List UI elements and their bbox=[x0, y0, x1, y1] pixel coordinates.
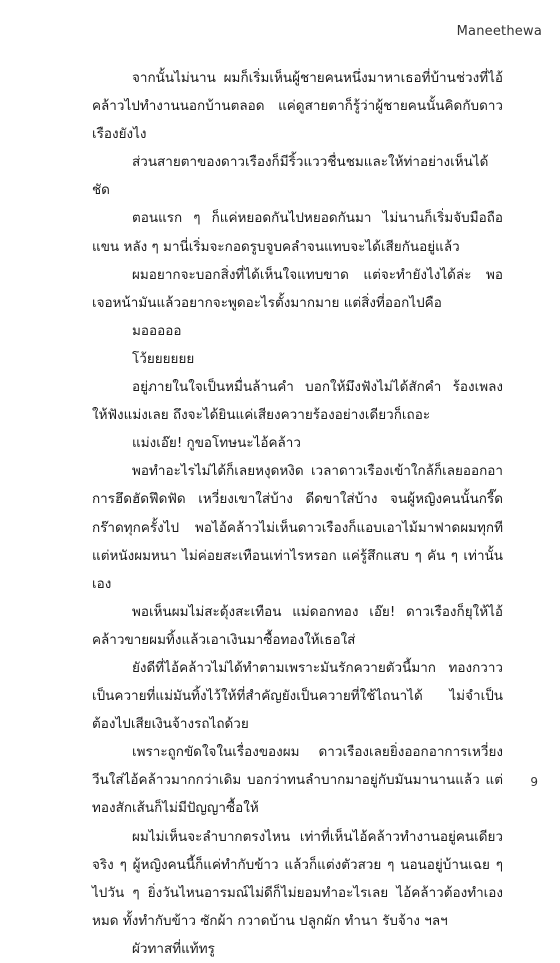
paragraph: แม่งเอ๊ย! กูขอโทษนะไอ้คล้าว bbox=[132, 435, 301, 452]
paragraph: ผมไม่เห็นจะลำบากตรงไหน เท่าที่เห็นไอ้คล้าวทำงานอยู่คนเดียวจริง ๆ ผู้หญิงคนนี้ก็แค่ทำกับข้าว แล้วก็แต่งตัวสวย ๆ นอนอยู่บ้านเฉย ๆ ไปวัน ๆ ยิ่งวันไหนอารมณ์ไม่ดีก็ไม่ยอมทำอะไรเลย ไอ้คล้าวต้องทำเองหมด ทั้งทำกับข้าว ซักผ้า กวาดบ้าน ปลูกผัก ทำนา รับจ้าง ฯลฯ bbox=[92, 828, 503, 929]
paragraph: อยู่ภายในใจเป็นหมื่นล้านคำ บอกให้มึงฟังไม่ได้สักคำ ร้องเพลงให้ฟังแม่งเลย ถึงจะได้ยินแค่เสียงควายร้องอย่างเดียวก็เถอะ bbox=[92, 379, 503, 424]
paragraph: พอเห็นผมไม่สะดุ้งสะเทือน แม่ดอกทอง เอ๊ย! ดาวเรืองก็ยุให้ไอ้คล้าวขายผมทิ้งแล้วเอาเงินมาซื้อทองให้เธอใส่ bbox=[92, 603, 503, 648]
paragraph: ผมอยากจะบอกสิ่งที่ได้เห็นใจแทบขาด แต่จะทำยังไงได้ล่ะ พอเจอหน้ามันแล้วอยากจะพูดอะไรตั้งมากมาย แต่สิ่งที่ออกไปคือ bbox=[92, 266, 503, 311]
paragraph: โว้ยยยยยย bbox=[132, 350, 195, 367]
paragraph: ผัวทาสที่แท้ทรู bbox=[132, 940, 215, 957]
page-number: 9 bbox=[530, 775, 538, 789]
paragraph: ส่วนสายตาของดาวเรืองก็มีริ้วแววชื่นชมและให้ท่าอย่างเห็นได้ชัด bbox=[92, 154, 489, 199]
paragraph: ตอนแรก ๆ ก็แค่หยอดกันไปหยอดกันมา ไม่นานก็เริ่มจับมือถือแขน หลัง ๆ มานี่เริ่มจะกอดรูบจูบคลำจนแทบจะได้เสียกันอยู่แล้ว bbox=[92, 210, 503, 255]
body-text bbox=[92, 64, 503, 963]
paragraph: มอออออ bbox=[132, 322, 182, 339]
paragraph: จากนั้นไม่นาน ผมก็เริ่มเห็นผู้ชายคนหนึ่งมาหาเธอที่บ้านช่วงที่ไอ้คล้าวไปทำงานนอกบ้านตลอด แค่ดูสายตาก็รู้ว่าผู้ชายคนนั้นคิดกับดาวเรืองยังไง bbox=[92, 70, 503, 143]
paragraph: พอทำอะไรไม่ได้ก็เลยหงุดหงิด เวลาดาวเรืองเข้าใกล้ก็เลยออกอาการฮึดฮัดฟึดฟัด เหวี่ยงเขาใส่บ้าง ดีดขาใส่บ้าง จนผู้หญิงคนนั้นกรี๊ดกร๊าดทุกครั้งไป พอไอ้คล้าวไม่เห็นดาวเรืองก็แอบเอาไม้มาฟาดผมทุกที แต่หนังผมหนา ไม่ค่อยสะเทือนเท่าไรหรอก แค่รู้สึกแสบ ๆ คัน ๆ เท่านั้นเอง bbox=[92, 463, 503, 592]
running-header-author: Maneethewa bbox=[456, 24, 542, 39]
paragraph: ยังดีที่ไอ้คล้าวไม่ได้ทำตามเพราะมันรักควายตัวนี้มาก ทองกวาวเป็นควายที่แม่มันทิ้งไว้ให้ที่สำคัญยังเป็นควายที่ใช้ไถนาได้ ไม่จำเป็นต้องไปเสียเงินจ้างรถไถด้วย bbox=[92, 659, 503, 733]
paragraph: เพราะถูกขัดใจในเรื่องของผม ดาวเรืองเลยยิ่งออกอาการเหวี่ยงวีนใส่ไอ้คล้าวมากกว่าเดิม บอกว่าทนลำบากมาอยู่กับมันมานานแล้ว แต่ทองสักเส้นก็ไม่มีปัญญาซื้อให้ bbox=[92, 744, 503, 817]
